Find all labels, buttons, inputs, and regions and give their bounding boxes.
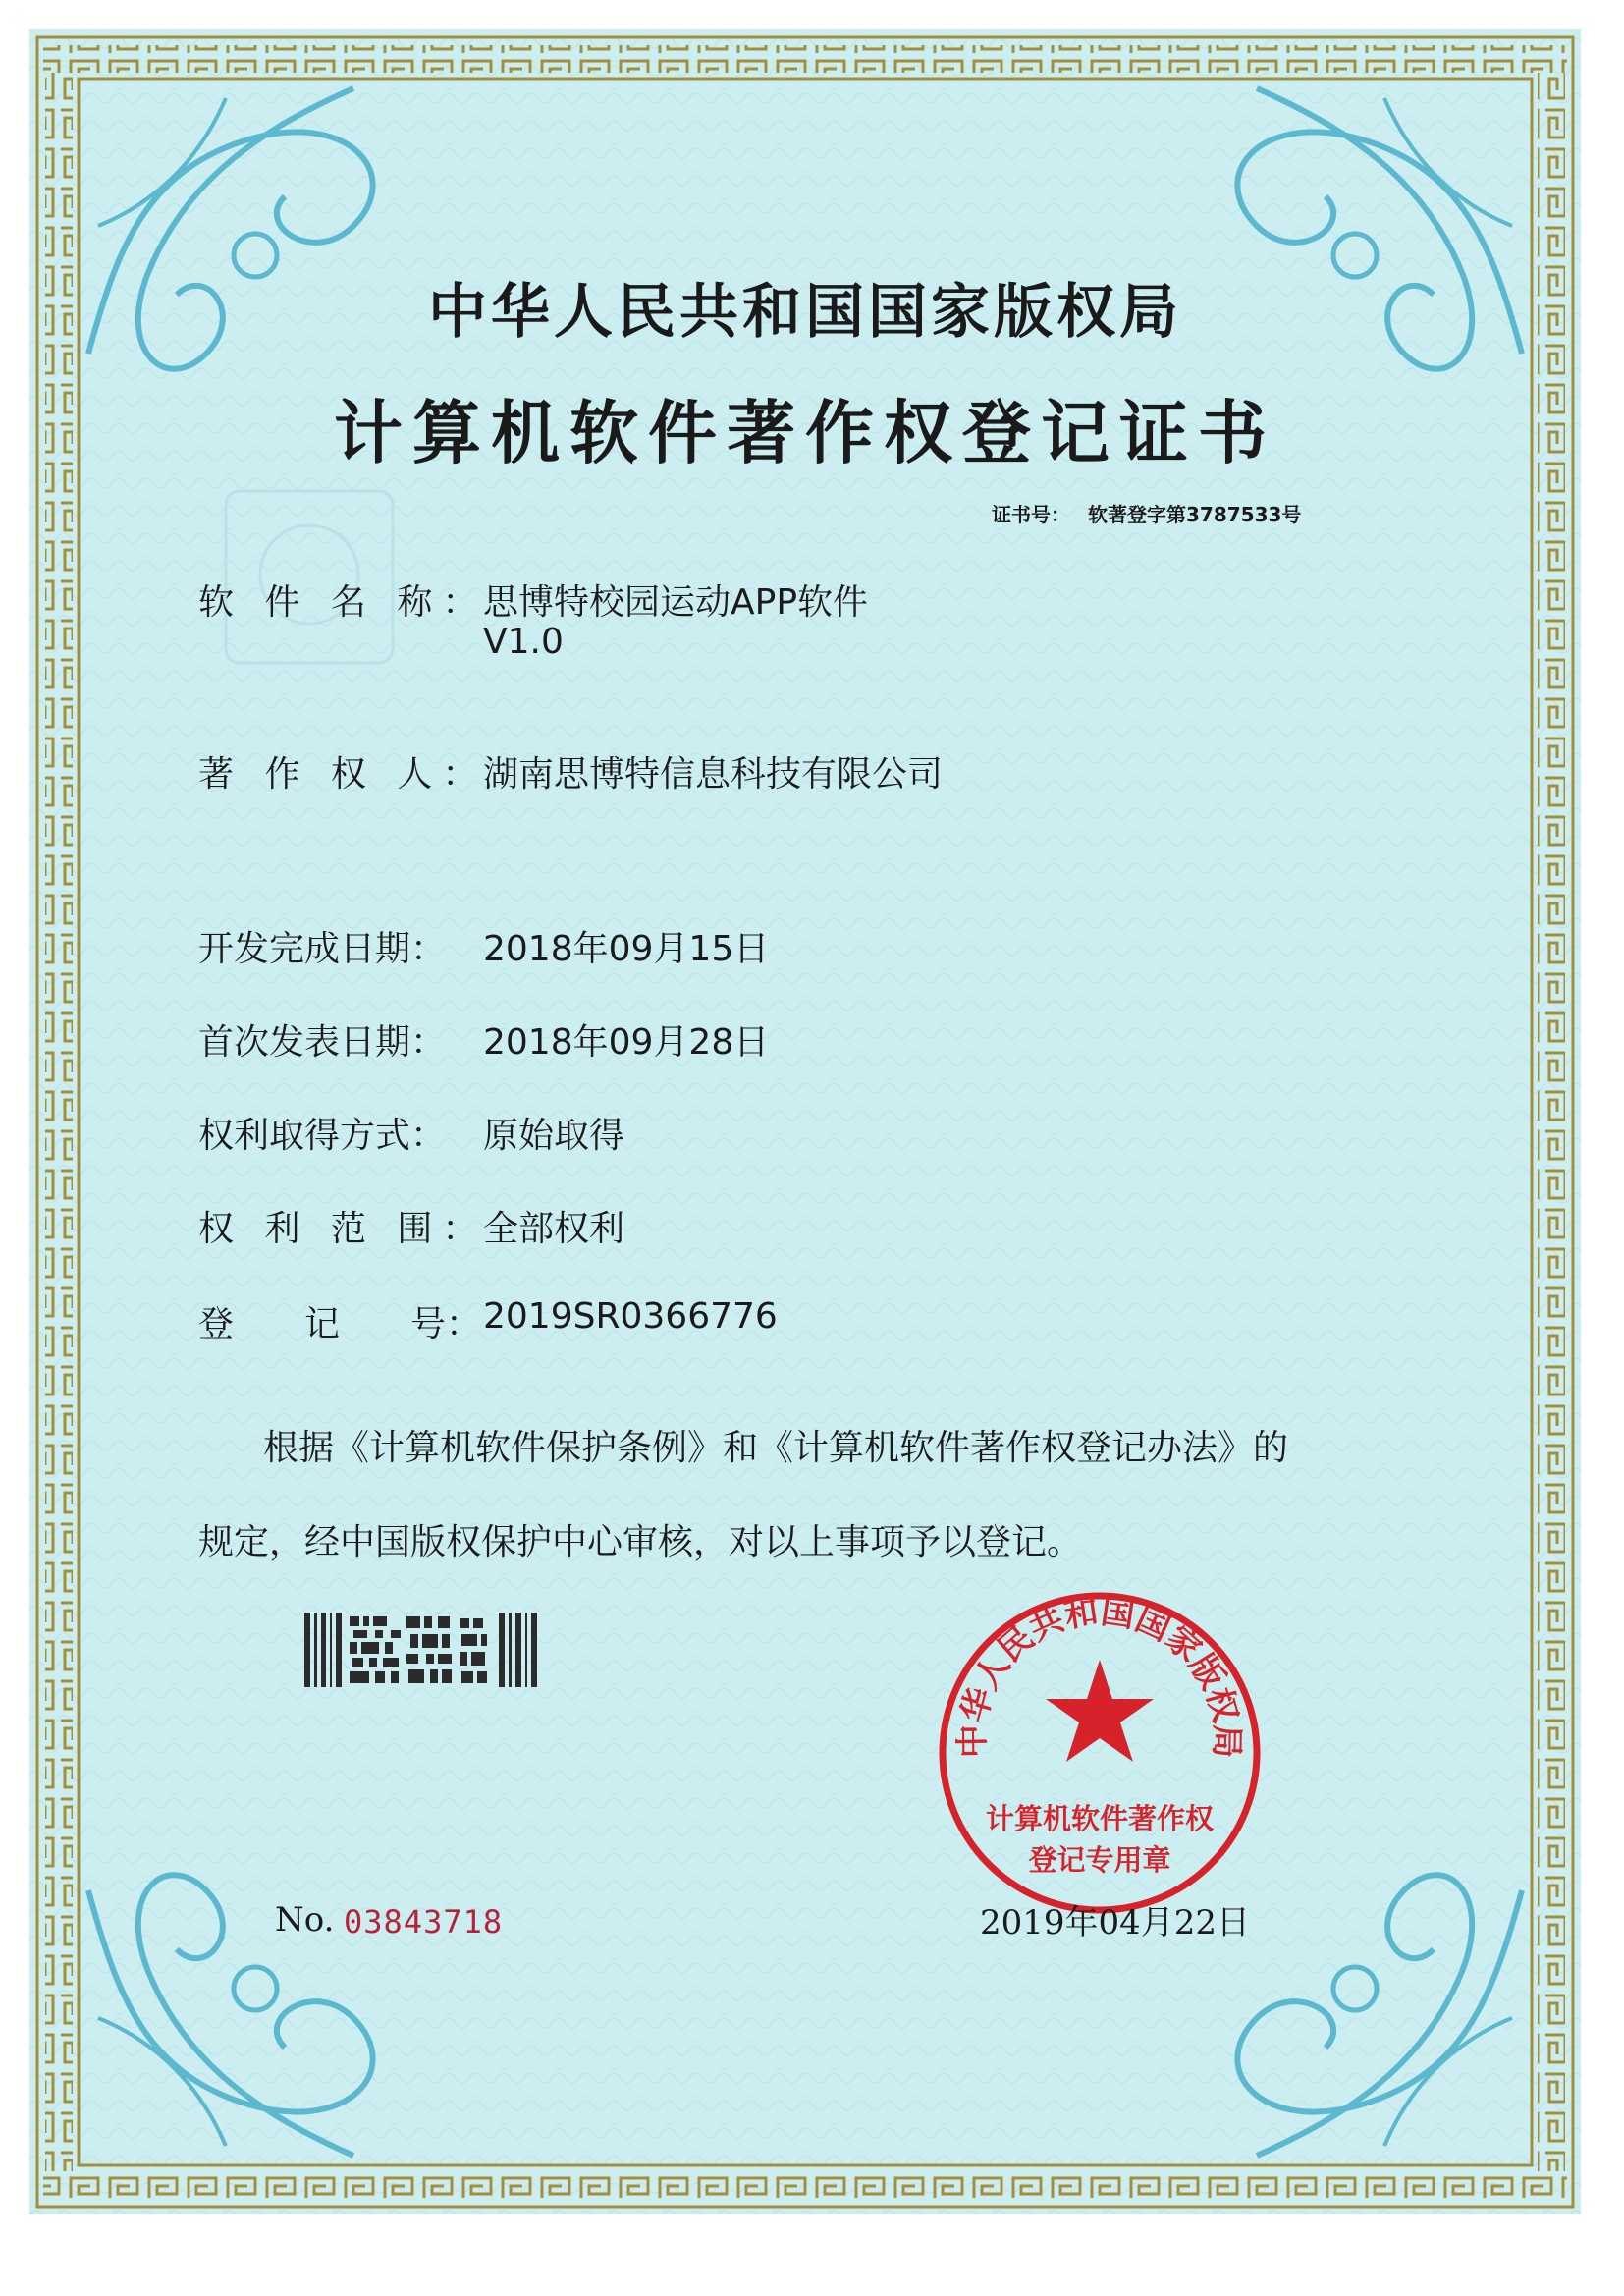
completion-date-value: 2018年09月15日 <box>483 929 770 969</box>
serial-label: No. <box>275 1900 335 1940</box>
completion-date-label: 开发完成日期： <box>198 929 447 969</box>
certificate-title: 计算机软件著作权登记证书 <box>334 392 1276 473</box>
certificate-number <box>992 499 1301 527</box>
software-name-value: 思博特校园运动APP软件 <box>483 582 869 623</box>
registration-number-label: 登 记 号： <box>198 1304 482 1344</box>
barcode <box>304 1613 540 1687</box>
issue-date: 2019年04月22日 <box>980 1903 1251 1942</box>
copyright-owner-value: 湖南思博特信息科技有限公司 <box>483 754 944 794</box>
seal-line-1: 计算机软件著作权 <box>985 1802 1214 1835</box>
publication-date-label: 首次发表日期： <box>198 1022 447 1063</box>
serial-number: 03843718 <box>344 1903 504 1941</box>
copyright-owner-label: 著 作 权 人： <box>198 754 488 794</box>
star-icon <box>1046 1660 1154 1762</box>
registration-number-value: 2019SR0366776 <box>483 1296 778 1337</box>
scope-of-rights-label: 权 利 范 围： <box>198 1209 488 1249</box>
acquisition-method-label: 权利取得方式： <box>198 1116 447 1156</box>
official-seal <box>938 1591 1262 1915</box>
ornament-bottom-right <box>1237 1875 1522 2156</box>
publication-date-value: 2018年09月28日 <box>483 1022 770 1063</box>
seal-line-2: 登记专用章 <box>1028 1843 1171 1877</box>
scope-of-rights-value: 全部权利 <box>483 1209 625 1249</box>
statement-line-2: 规定，经中国版权保护中心审核，对以上事项予以登记。 <box>198 1522 1083 1562</box>
authority-title: 中华人民共和国国家版权局 <box>428 278 1182 347</box>
software-version-value: V1.0 <box>483 622 564 662</box>
statement-line-1: 根据《计算机软件保护条例》和《计算机软件著作权登记办法》的 <box>263 1428 1289 1468</box>
certificate-number-value: 软著登字第3787533号 <box>1088 503 1302 526</box>
certificate <box>29 29 1581 2214</box>
certificate-number-label: 证书号： <box>992 503 1070 526</box>
acquisition-method-value: 原始取得 <box>483 1116 625 1156</box>
software-name-label: 软 件 名 称： <box>198 582 488 623</box>
seal-ring-text: 中华人民共和国国家版权局 <box>952 1592 1247 1759</box>
